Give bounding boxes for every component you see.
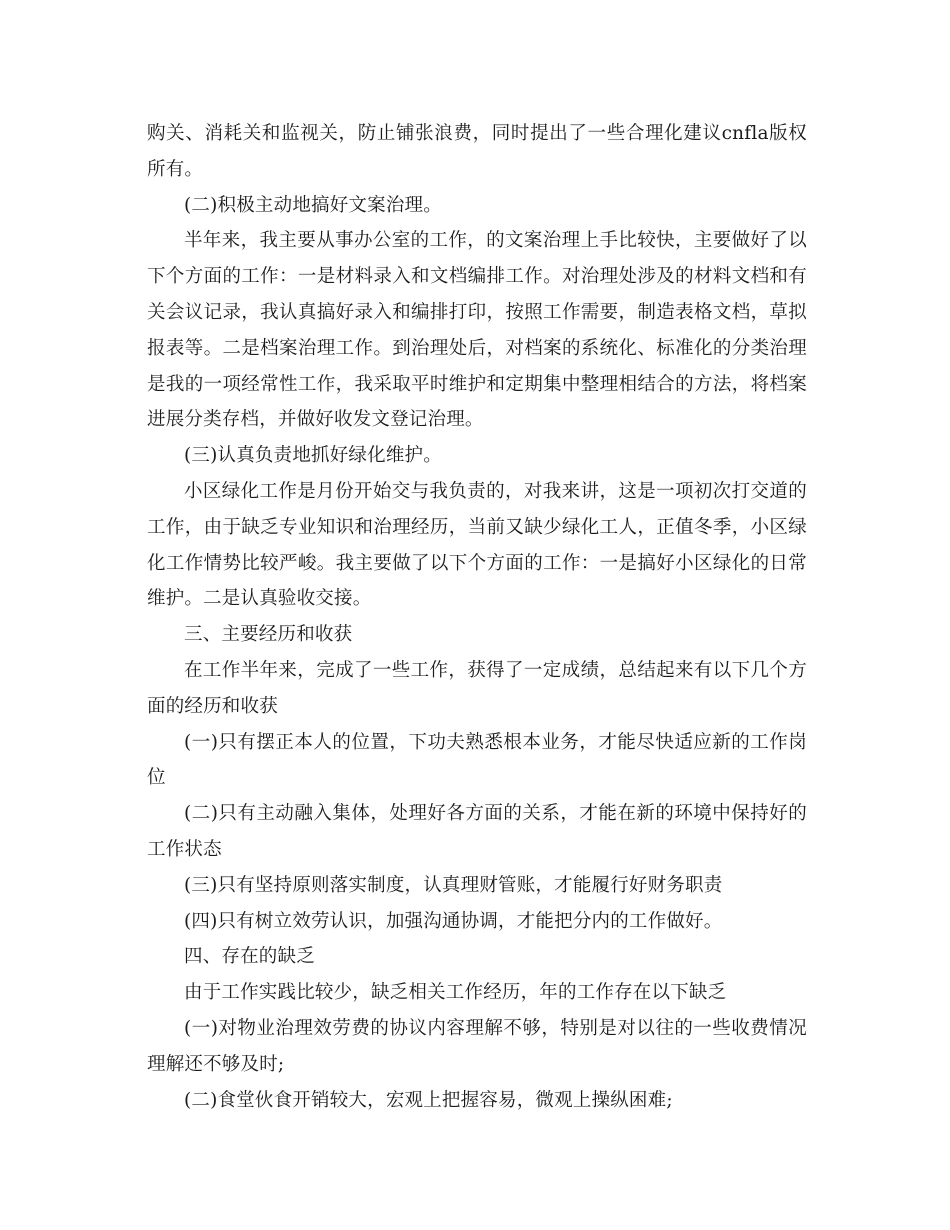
document-body [147,116,807,1118]
text-line: 半年来，我主要从事办公室的工作，的文案治理上手比较快，主要做好了以 [184,230,807,252]
text-line: 所有。 [147,158,204,180]
text-line: 工作，由于缺乏专业知识和治理经历，当前又缺少绿化工人，正值冬季，小区绿 [147,516,807,538]
text-line: 下个方面的工作：一是材料录入和文档编排工作。对治理处涉及的材料文档和有 [147,266,807,288]
text-line: 理解还不够及时; [147,1053,285,1075]
text-line: 在工作半年来，完成了一些工作，获得了一定成绩，总结起来有以下几个方 [184,659,807,681]
list-item: (三)只有坚持原则落实制度，认真理财管账，才能履行好财务职责 [184,874,723,896]
text-line: 报表等。二是档案治理工作。到治理处后，对档案的系统化、标准化的分类治理 [147,337,807,359]
list-item: (二)只有主动融入集体，处理好各方面的关系，才能在新的环境中保持好的 [184,803,807,825]
section-heading: 四、存在的缺乏 [184,946,315,968]
text-line: 维护。二是认真验收交接。 [147,588,372,610]
section-heading: (三)认真负责地抓好绿化维护。 [184,445,442,467]
list-item: (二)食堂伙食开销较大，宏观上把握容易，微观上操纵困难; [184,1089,673,1111]
text-line: 是我的一项经常性工作，我采取平时维护和定期集中整理相结合的方法，将档案 [147,373,807,395]
text-line: 面的经历和收获 [147,695,278,717]
text-line: 由于工作实践比较少，缺乏相关工作经历，年的工作存在以下缺乏 [184,982,727,1004]
text-line: 小区绿化工作是月份开始交与我负责的，对我来讲，这是一项初次打交道的 [184,480,807,502]
list-item: (四)只有树立效劳认识，加强沟通协调，才能把分内的工作做好。 [184,910,723,932]
section-heading: (二)积极主动地搞好文案治理。 [184,194,442,216]
text-line: 进展分类存档，并做好收发文登记治理。 [147,409,484,431]
text-line: 关会议记录，我认真搞好录入和编排打印，按照工作需要，制造表格文档，草拟 [147,301,807,323]
list-item: (一)对物业治理效劳费的协议内容理解不够，特别是对以往的一些收费情况 [184,1017,807,1039]
section-heading: 三、主要经历和收获 [184,624,353,646]
text-line: 位 [147,767,166,789]
text-line: 购关、消耗关和监视关，防止铺张浪费，同时提出了一些合理化建议cnfla版权 [147,123,807,144]
text-line: 工作状态 [147,838,222,860]
list-item: (一)只有摆正本人的位置，下功夫熟悉根本业务，才能尽快适应新的工作岗 [184,731,807,753]
text-line: 化工作情势比较严峻。我主要做了以下个方面的工作：一是搞好小区绿化的日常 [147,552,807,574]
